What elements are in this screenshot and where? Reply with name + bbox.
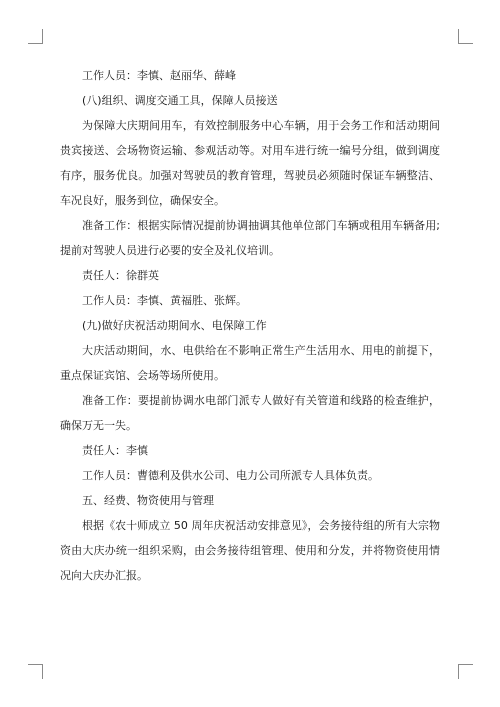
crop-mark-bottom-right <box>458 664 473 679</box>
utilities-paragraph: 大庆活动期间，水、电供给在不影响正常生产生活用水、用电的前提下，重点保证宾馆、会场等场所使用。 <box>60 344 440 382</box>
section-heading-transport: (八)组织、调度交通工具，保障人员接送 <box>82 94 278 107</box>
responsible-person-2: 责任人：李慎 <box>82 444 148 457</box>
funds-paragraph: 根据《农十师成立 50 周年庆祝活动安排意见》，会务接待组的所有大宗物资由大庆办统一组织采购，由会务接待组管理、使用和分发，并将物资使用情况向大庆办汇报。 <box>60 519 440 582</box>
section-heading-funds: 五、经费、物资使用与管理 <box>82 494 214 507</box>
transport-preparation: 准备工作：根据实际情况提前协调抽调其他单位部门车辆或租用车辆备用;提前对驾驶人员进行必要的安全及礼仪培训。 <box>60 219 440 257</box>
transport-paragraph: 为保障大庆期间用车，有效控制服务中心车辆，用于会务工作和活动期间贵宾接送、会场物资运输、参观活动等。对用车进行统一编号分组，做到调度有序，服务优良。加强对驾驶员的教育管理，驾驶员必须随时保证车辆整洁、车况良好，服务到位，确保安全。 <box>60 119 440 207</box>
document-body <box>60 63 440 588</box>
staff-line-3: 工作人员：曹德利及供水公司、电力公司所派专人具体负责。 <box>82 469 379 482</box>
crop-mark-bottom-left <box>28 664 43 679</box>
section-heading-utilities: (九)做好庆祝活动期间水、电保障工作 <box>82 319 267 332</box>
crop-mark-top-right <box>458 29 473 44</box>
responsible-person-1: 责任人：徐群英 <box>82 269 159 282</box>
crop-mark-top-left <box>28 29 43 44</box>
staff-line-1: 工作人员：李慎、赵丽华、薛峰 <box>82 69 236 82</box>
utilities-preparation: 准备工作：要提前协调水电部门派专人做好有关管道和线路的检查维护，确保万无一失。 <box>60 394 440 432</box>
staff-line-2: 工作人员：李慎、黄福胜、张辉。 <box>82 294 247 307</box>
